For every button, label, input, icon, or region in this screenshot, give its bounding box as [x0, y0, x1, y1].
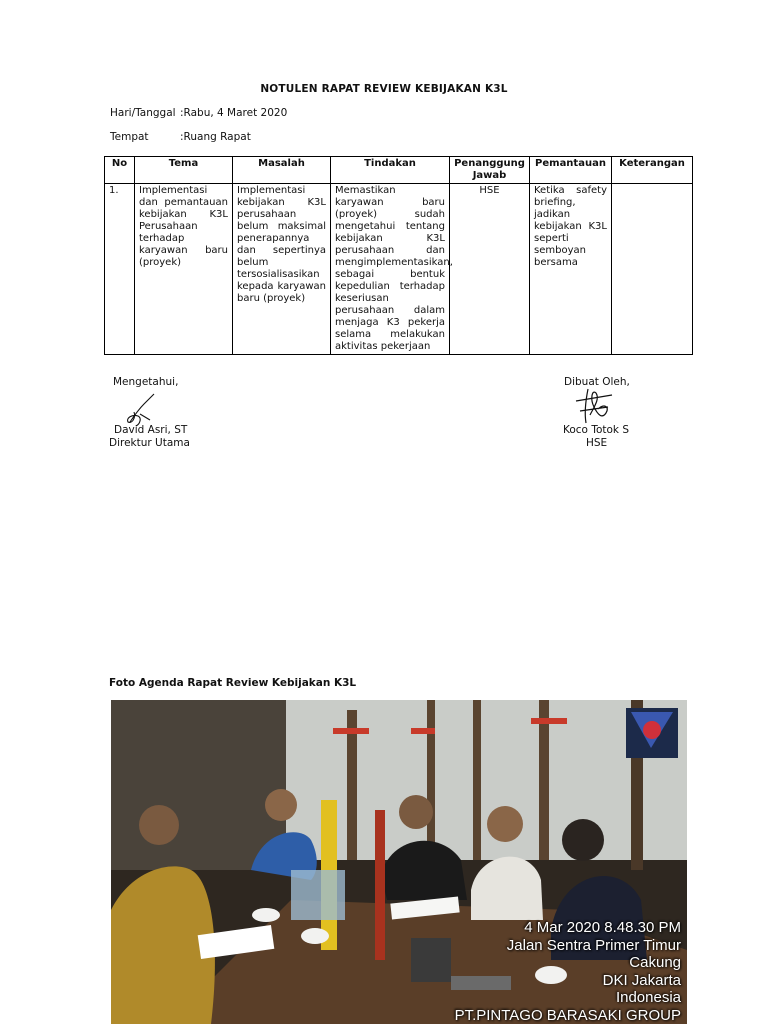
- header-pemantauan: Pemantauan: [530, 157, 612, 184]
- stamp-line-street: Jalan Sentra Primer Timur: [506, 936, 681, 954]
- document-title: NOTULEN RAPAT REVIEW KEBIJAKAN K3L: [260, 83, 508, 95]
- right-signature-label: Dibuat Oleh,: [564, 376, 630, 388]
- place-label: Tempat: [110, 131, 149, 143]
- header-keterangan: Keterangan: [612, 157, 693, 184]
- cell-masalah: Implementasi kebijakan K3L perusahaan belum maksimal penerapannya dan sepertinya belum tersosialisasikan kepada karyawan baru (proyek): [233, 184, 331, 355]
- left-signature-scribble: [124, 392, 160, 428]
- left-signature-name: David Asri, ST: [114, 424, 188, 436]
- photo-timestamp-overlay: [455, 919, 681, 1024]
- meeting-photo: [111, 700, 687, 1024]
- stamp-line-datetime: 4 Mar 2020 8.48.30 PM: [524, 919, 681, 936]
- cell-penanggung-jawab: HSE: [450, 184, 530, 355]
- header-no: No: [105, 157, 135, 184]
- table-row: [105, 184, 693, 355]
- right-signature-name: Koco Totok S: [563, 424, 629, 436]
- date-label: Hari/Tanggal: [110, 107, 176, 119]
- date-row: [110, 107, 287, 119]
- header-masalah: Masalah: [233, 157, 331, 184]
- stamp-line-company: PT.PINTAGO BARASAKI GROUP: [454, 1006, 681, 1024]
- cell-keterangan: [612, 184, 693, 355]
- right-signature-position: HSE: [586, 437, 608, 449]
- table-header-row: [105, 157, 693, 184]
- place-value: :Ruang Rapat: [180, 131, 251, 143]
- header-tindakan: Tindakan: [331, 157, 450, 184]
- place-row: [110, 131, 251, 143]
- minutes-table: [104, 156, 693, 355]
- date-value: :Rabu, 4 Maret 2020: [180, 107, 288, 119]
- left-signature-position: Direktur Utama: [109, 437, 190, 449]
- left-signature-label: Mengetahui,: [113, 376, 179, 388]
- cell-tema: Implementasi dan pemantauan kebijakan K3L Perusahaan terhadap karyawan baru (proyek): [135, 184, 233, 355]
- header-tema: Tema: [135, 157, 233, 184]
- photo-caption: Foto Agenda Rapat Review Kebijakan K3L: [109, 677, 357, 689]
- cell-no: 1.: [105, 184, 135, 355]
- stamp-line-district: Cakung: [629, 954, 681, 971]
- cell-pemantauan: Ketika safety briefing, jadikan kebijakan K3L seperti semboyan bersama: [530, 184, 612, 355]
- right-signature-scribble: [572, 385, 616, 427]
- header-penanggung-jawab: Penanggung Jawab: [450, 157, 530, 184]
- stamp-line-country: Indonesia: [615, 989, 681, 1006]
- cell-tindakan: Memastikan karyawan baru (proyek) sudah mengetahui tentang kebijakan K3L perusahaan dan mengimplementasikan, sebagai bentuk kepedulian terhadap keseriusan perusahaan dalam menjaga K3 pekerja selama melakukan aktivitas pekerjaan: [331, 184, 450, 355]
- stamp-line-province: DKI Jakarta: [602, 971, 681, 989]
